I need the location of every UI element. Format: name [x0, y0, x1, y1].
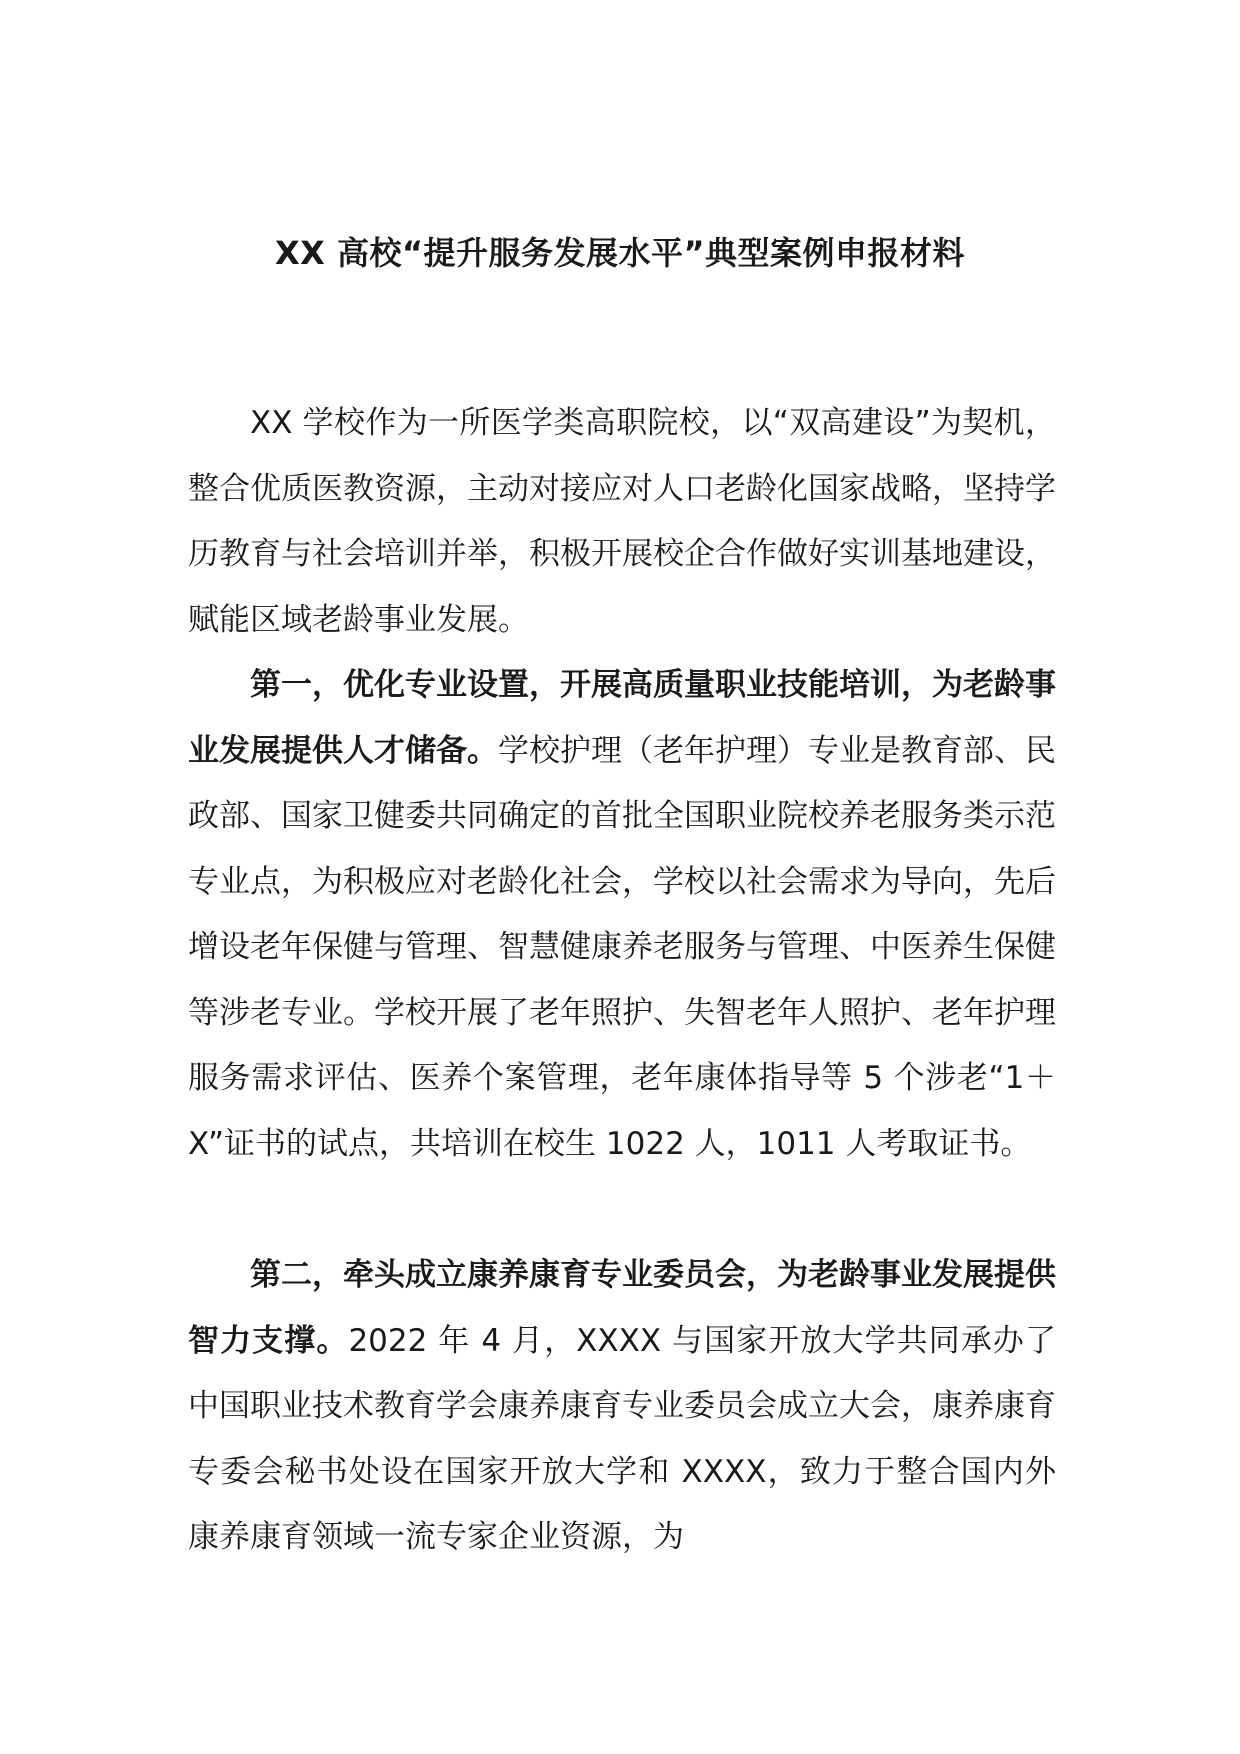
paragraph-first-point: [188, 653, 1056, 1177]
paragraph-first-point-heading: 第一，优化专业设置，开展高质量职业技能培训，为老龄事业发展提供人才储备。: [188, 667, 1056, 769]
paragraph-intro-text: XX 学校作为一所医学类高职院校，以“双高建设”为契机，整合优质医教资源，主动对接应对人口老龄化国家战略，坚持学历教育与社会培训并举，积极开展校企合作做好实训基地建设，赋能区域老龄事业发展。: [188, 405, 1056, 638]
paragraph-intro: [188, 391, 1056, 653]
paragraph-first-point-text: 学校护理（老年护理）专业是教育部、民政部、国家卫健委共同确定的首批全国职业院校养老服务类示范专业点，为积极应对老龄化社会，学校以社会需求为导向，先后增设老年保健与管理、智慧健康养老服务与管理、中医养生保健等涉老专业。学校开展了老年照护、失智老年人照护、老年护理服务需求评估、医养个案管理，老年康体指导等 5 个涉老“1＋X”证书的试点，共培训在校生 1022 人，1011 人考取证书。: [188, 732, 1056, 1162]
paragraph-second-point-text: 2022 年 4 月，XXXX 与国家开放大学共同承办了中国职业技术教育学会康养康育专业委员会成立大会，康养康育专委会秘书处设在国家开放大学和 XXXX，致力于整合国内外康养康育领域一流专家企业资源，为: [188, 1322, 1057, 1555]
paragraph-second-point: [188, 1243, 1056, 1571]
document-title: XX 高校“提升服务发展水平”典型案例申报材料: [274, 234, 966, 273]
paragraph-second-point-heading: 第二，牵头成立康养康育专业委员会，为老龄事业发展提供智力支撑。: [188, 1257, 1056, 1359]
